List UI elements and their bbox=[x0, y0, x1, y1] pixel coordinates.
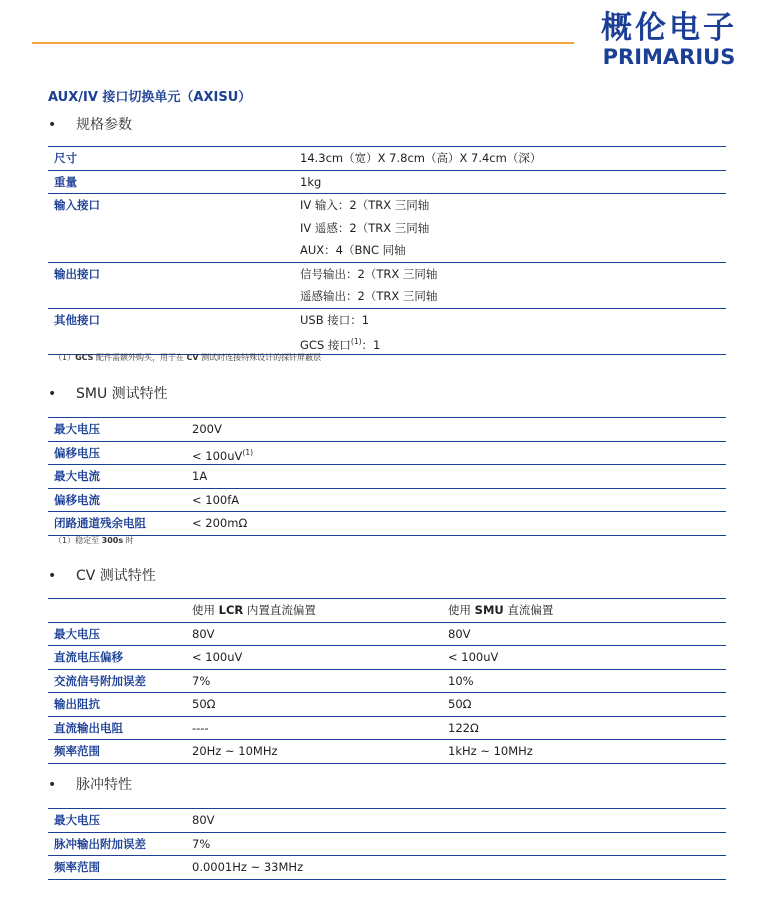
company-logo bbox=[594, 10, 744, 68]
table-row: 频率范围 0.0001Hz ~ 33MHz bbox=[48, 856, 726, 880]
table-row: 其他接口 USB 接口：1 GCS 接口$^{(1)}$：1 bbox=[48, 308, 726, 354]
section-pulse-heading: • 脉冲特性 bbox=[48, 777, 132, 793]
cv-col-smu-header: 使用 SMU 直流偏置 bbox=[448, 603, 554, 617]
table-row: 重量 1kg bbox=[48, 170, 726, 194]
table-row: 尺寸 14.3cm（宽）X 7.8cm（高）X 7.4cm（深） bbox=[48, 147, 726, 171]
specs-table bbox=[48, 146, 726, 355]
table-row: 输出接口 信号输出：2（TRX 三同轴 遥感输出：2（TRX 三同轴 bbox=[48, 262, 726, 308]
table-row: 输入接口 IV 输入：2（TRX 三同轴 IV 遥感：2（TRX 三同轴 AUX：4（BNC 同轴 bbox=[48, 194, 726, 263]
cv-col-lcr-header: 使用 LCR 内置直流偏置 bbox=[192, 603, 316, 617]
pulse-table bbox=[48, 808, 726, 880]
cv-table bbox=[48, 598, 726, 764]
table-header-row bbox=[48, 599, 726, 623]
specs-footnote: （1）GCS 配件需额外购买，用于在 CV 测试时连接特殊设计的探针屏蔽层 bbox=[54, 353, 322, 362]
table-row: 最大电压 200V bbox=[48, 418, 726, 442]
bullet-icon: • bbox=[48, 568, 57, 584]
section-cv-heading: • CV 测试特性 bbox=[48, 568, 156, 584]
logo-chinese: 概伦电子 bbox=[601, 10, 737, 46]
table-row: 最大电流 1A bbox=[48, 465, 726, 489]
section-smu-heading: • SMU 测试特性 bbox=[48, 386, 168, 402]
table-row: 输出阻抗 50Ω 50Ω bbox=[48, 693, 726, 717]
section-specs-heading: • 规格参数 bbox=[48, 117, 132, 133]
table-row: 闭路通道残余电阻 < 200mΩ bbox=[48, 512, 726, 536]
bullet-icon: • bbox=[48, 386, 57, 402]
table-row: 直流电压偏移 < 100uV < 100uV bbox=[48, 646, 726, 670]
table-row: 交流信号附加误差 7% 10% bbox=[48, 669, 726, 693]
bullet-icon: • bbox=[48, 777, 57, 793]
table-row: 最大电压 80V 80V bbox=[48, 622, 726, 646]
table-row: 偏移电流 < 100fA bbox=[48, 488, 726, 512]
table-row: 频率范围 20Hz ~ 10MHz 1kHz ~ 10MHz bbox=[48, 740, 726, 764]
logo-english: PRIMARIUS bbox=[602, 45, 736, 69]
page-title: AUX/IV 接口切换单元（AXISU） bbox=[48, 90, 252, 105]
table-row: 脉冲输出附加误差 7% bbox=[48, 832, 726, 856]
table-row: 偏移电压 < $100uV^{(1)}$ bbox=[48, 441, 726, 465]
smu-footnote: （1）稳定至 300s 时 bbox=[54, 536, 134, 545]
table-row: 直流输出电阻 ---- 122Ω bbox=[48, 716, 726, 740]
smu-table bbox=[48, 417, 726, 536]
header-divider bbox=[32, 42, 574, 44]
bullet-icon: • bbox=[48, 117, 57, 133]
table-row: 最大电压 80V bbox=[48, 809, 726, 833]
